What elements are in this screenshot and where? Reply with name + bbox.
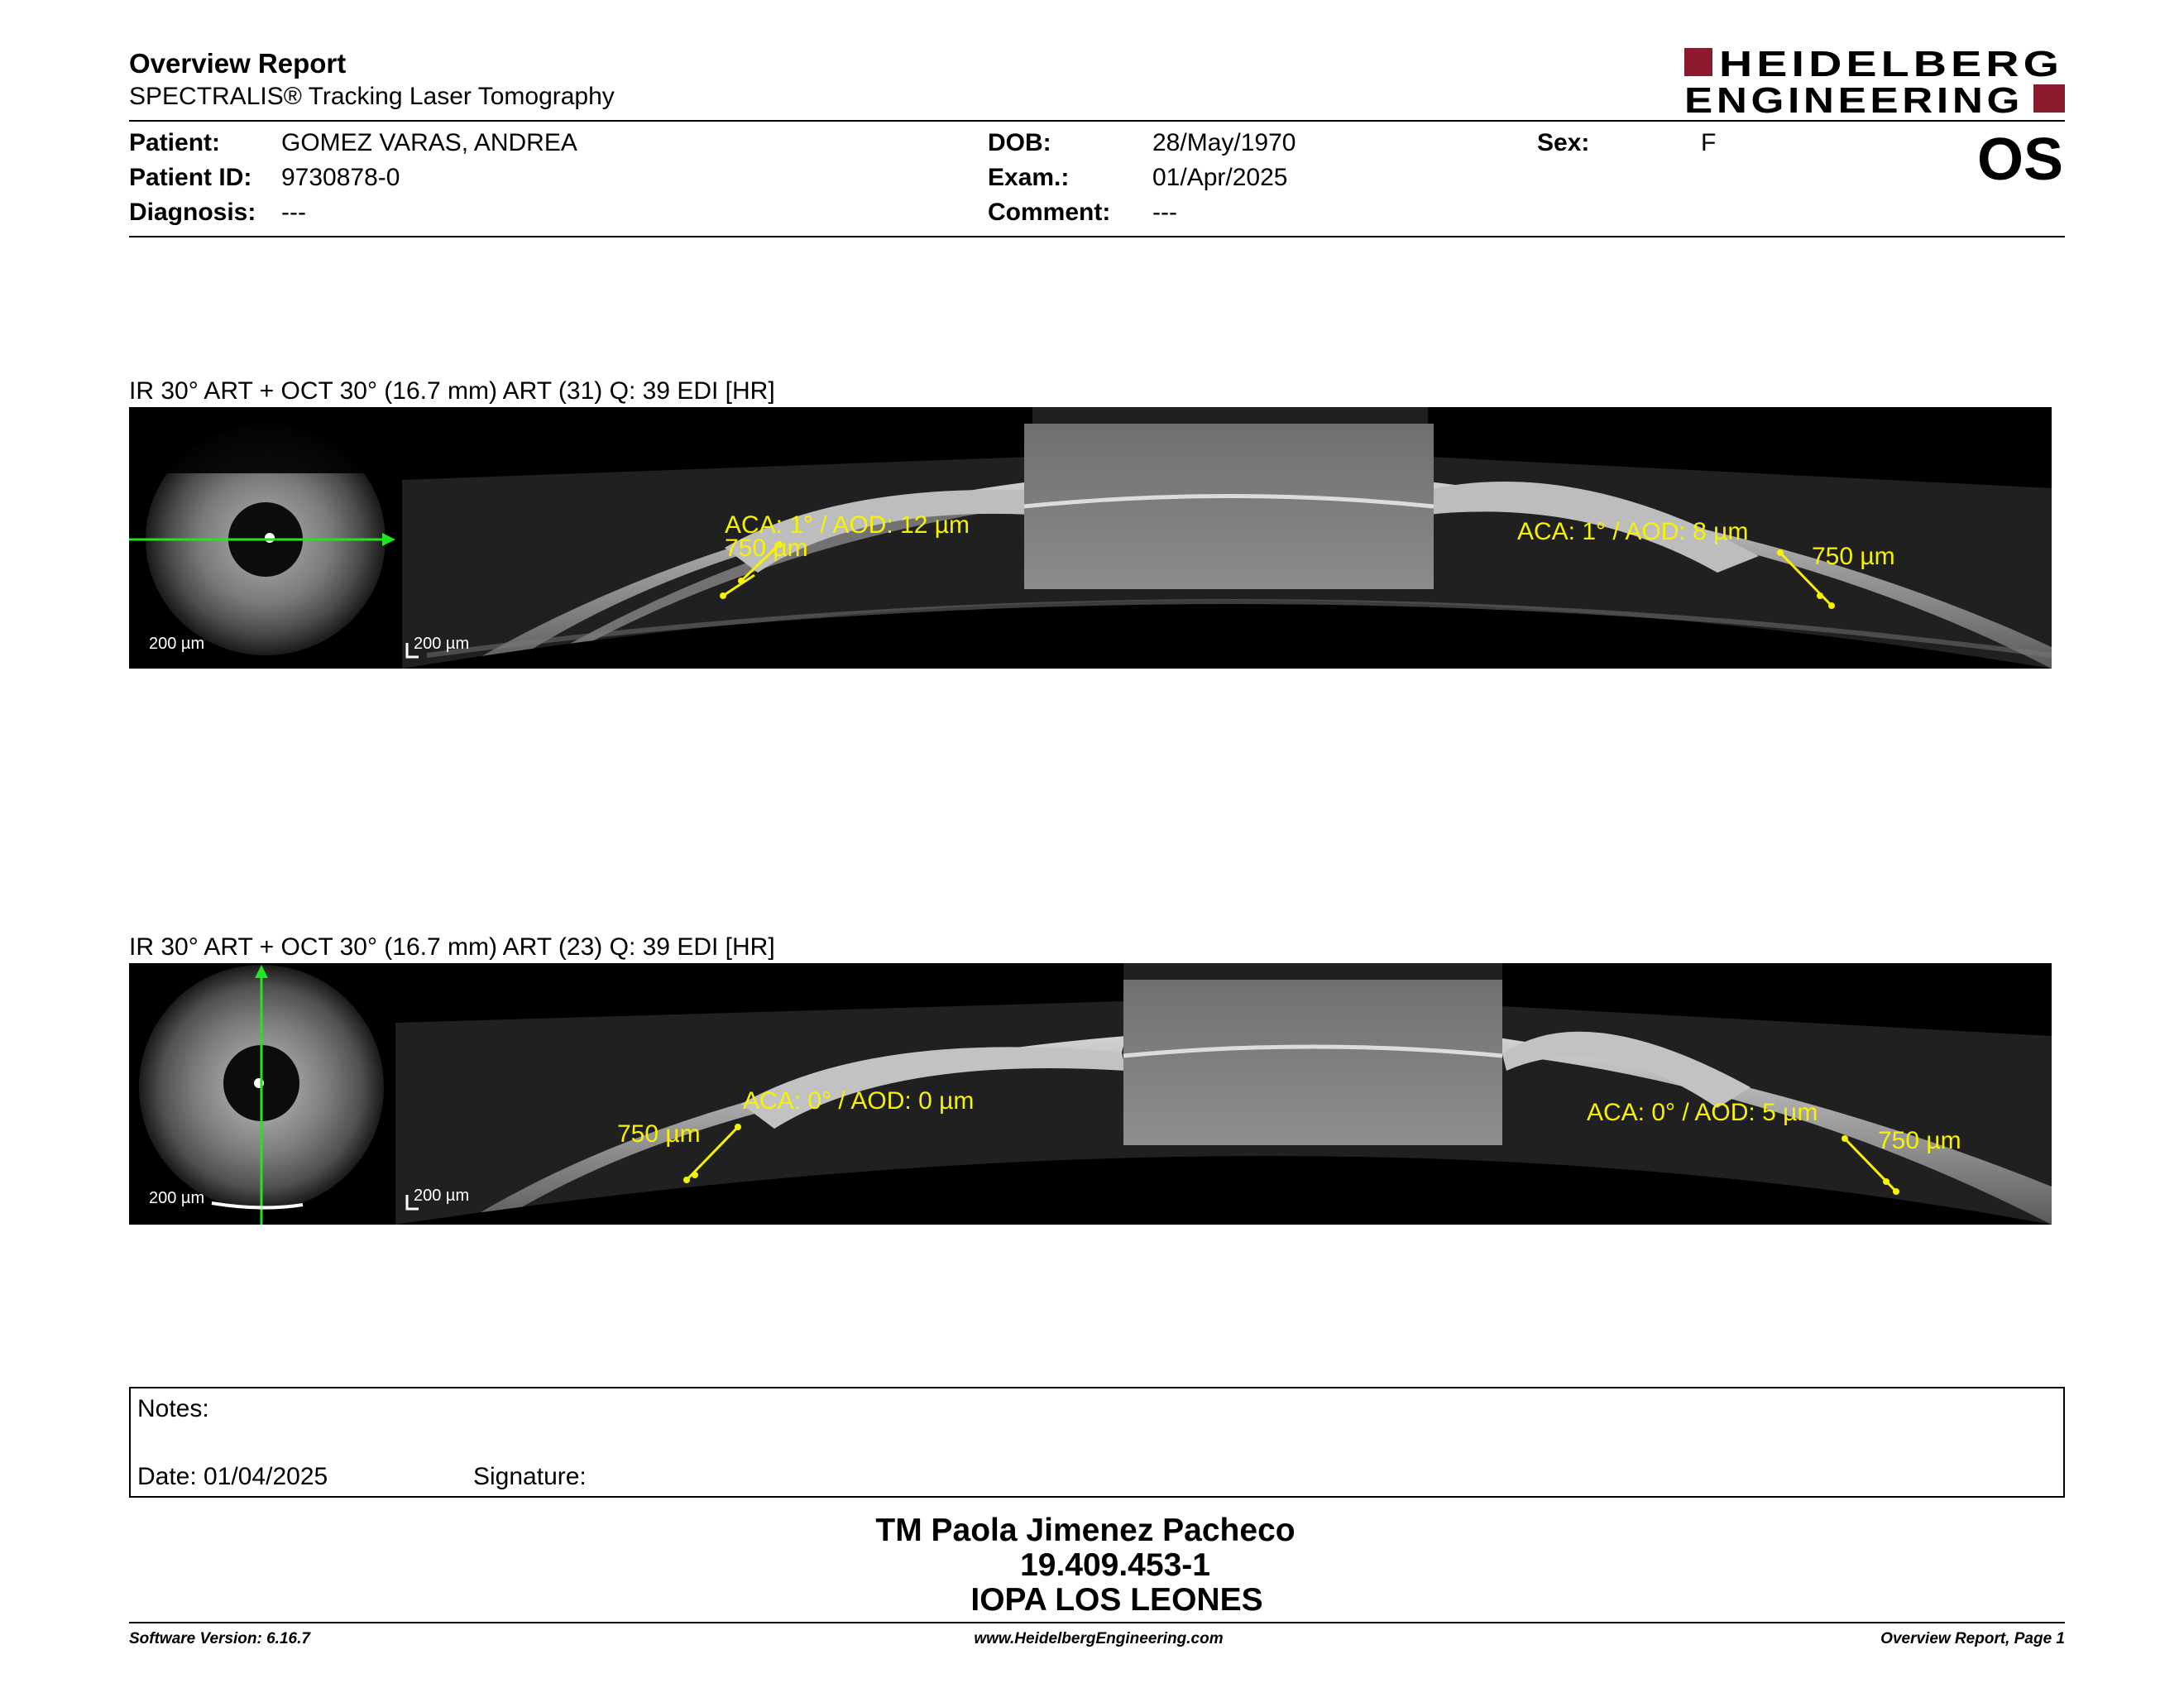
scan-2-right-distance: 750 µm [1878,1127,1961,1154]
header-rule [129,120,2065,122]
scan-2-left-measure: ACA: 0° / AOD: 0 µm [743,1087,975,1115]
stamp-id: 19.409.453-1 [1020,1547,1210,1583]
signature-label: Signature: [473,1463,587,1490]
stamp-institution: IOPA LOS LEONES [970,1582,1263,1618]
exam-value: 01/Apr/2025 [1152,164,1288,191]
scan-1-image [129,407,2052,669]
notes-label: Notes: [137,1395,209,1422]
oct-image-1 [402,407,2052,669]
scan-1-right-measure: ACA: 1° / AOD: 8 µm [1517,518,1749,545]
ir-image-1 [129,407,402,669]
notes-date: Date: 01/04/2025 [137,1463,328,1490]
scan-1-left-distance: 750 µm [725,535,808,562]
patient-id: 9730878-0 [281,164,400,191]
exam-label: Exam.: [988,164,1070,191]
scan-1-caption: IR 30° ART + OCT 30° (16.7 mm) ART (31) Q: 39 EDI [HR] [129,377,775,405]
scan-1-right-distance: 750 µm [1812,543,1895,570]
comment-value: --- [1152,199,1177,226]
website-link[interactable]: www.HeidelbergEngineering.com [974,1630,1224,1647]
oct-scale-1: 200 µm [414,635,470,653]
svg-text:HEIDELBERG: HEIDELBERG [1719,46,2063,84]
software-version: Software Version: 6.16.7 [129,1630,310,1647]
footer-rule [129,1622,2065,1623]
patient-rule [129,236,2065,237]
ir-scale-1: 200 µm [149,635,205,653]
comment-label: Comment: [988,199,1111,226]
ir-image-2 [129,963,394,1225]
scan-1-left-measure: ACA: 1° / AOD: 12 µm [725,511,970,539]
diagnosis-label: Diagnosis: [129,199,256,226]
sex-value: F [1701,129,1717,156]
ir-scale-2: 200 µm [149,1189,205,1207]
dob-value: 28/May/1970 [1152,129,1296,156]
stamp-name: TM Paola Jimenez Pacheco [875,1513,1296,1548]
svg-text:ENGINEERING: ENGINEERING [1684,80,2024,116]
heidelberg-logo [1684,46,2065,116]
patient-label: Patient: [129,129,221,156]
eye-indicator: OS [1977,127,2064,193]
scan-2-caption: IR 30° ART + OCT 30° (16.7 mm) ART (23) Q: 39 EDI [HR] [129,933,775,961]
dob-label: DOB: [988,129,1051,156]
report-title: Overview Report [129,48,347,79]
page-indicator: Overview Report, Page 1 [1880,1630,2065,1647]
oct-scale-2: 200 µm [414,1187,470,1205]
sex-label: Sex: [1537,129,1590,156]
notes-box [129,1387,2065,1498]
patient-id-label: Patient ID: [129,164,252,191]
oct-image-2 [395,963,2052,1225]
report-subtitle: SPECTRALIS® Tracking Laser Tomography [129,83,615,110]
scan-2-right-measure: ACA: 0° / AOD: 5 µm [1587,1099,1818,1126]
scan-2-image [129,963,2052,1225]
patient-name: GOMEZ VARAS, ANDREA [281,129,577,156]
diagnosis-value: --- [281,199,306,226]
scan-2-left-distance: 750 µm [617,1120,701,1148]
